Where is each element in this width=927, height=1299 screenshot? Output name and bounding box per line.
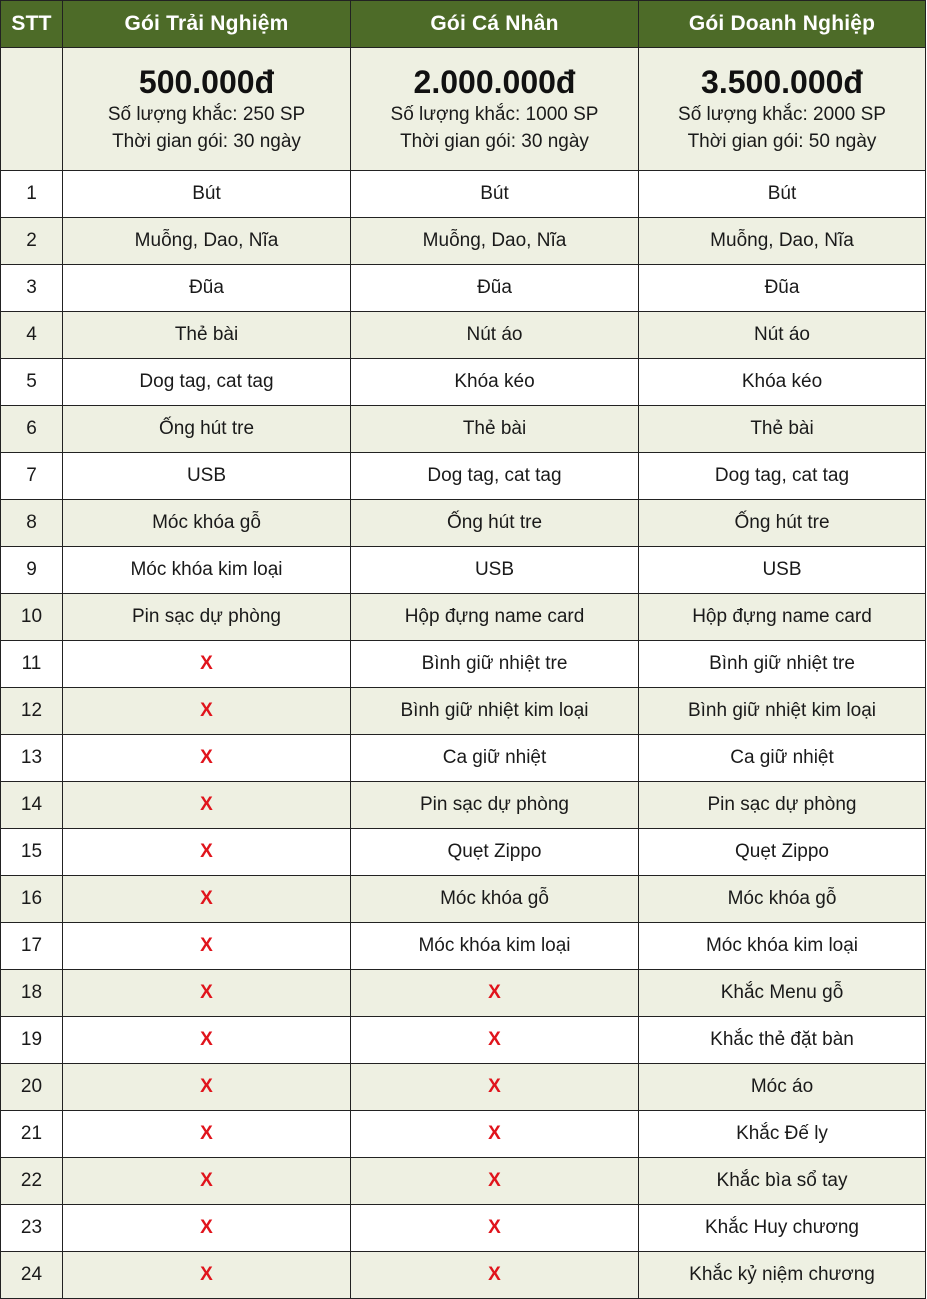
table-row [1, 1064, 926, 1111]
package-summary [639, 48, 926, 171]
row-stt: 7 [1, 453, 63, 500]
item-cell: Ca giữ nhiệt [639, 735, 926, 782]
item-cell: Bút [639, 171, 926, 218]
row-stt: 1 [1, 171, 63, 218]
item-cell: Bút [63, 171, 351, 218]
not-included-mark: X [63, 1111, 351, 1158]
item-cell: Bình giữ nhiệt tre [639, 641, 926, 688]
item-cell: USB [639, 547, 926, 594]
header-package-trai-nghiem: Gói Trải Nghiệm [63, 1, 351, 48]
item-cell: Bình giữ nhiệt kim loại [351, 688, 639, 735]
not-included-mark: X [63, 923, 351, 970]
row-stt: 15 [1, 829, 63, 876]
row-stt: 19 [1, 1017, 63, 1064]
item-cell: Khắc Đế ly [639, 1111, 926, 1158]
row-stt: 20 [1, 1064, 63, 1111]
item-cell: Pin sạc dự phòng [63, 594, 351, 641]
not-included-mark: X [351, 970, 639, 1017]
item-cell: Ca giữ nhiệt [351, 735, 639, 782]
table-row [1, 735, 926, 782]
header-stt: STT [1, 1, 63, 48]
package-summary [351, 48, 639, 171]
not-included-mark: X [351, 1017, 639, 1064]
table-row [1, 359, 926, 406]
item-cell: Thẻ bài [351, 406, 639, 453]
item-cell: Muỗng, Dao, Nĩa [63, 218, 351, 265]
item-cell: Ống hút tre [63, 406, 351, 453]
table-row [1, 406, 926, 453]
row-stt: 24 [1, 1252, 63, 1299]
not-included-mark: X [63, 782, 351, 829]
table-row [1, 594, 926, 641]
item-cell: Móc khóa gỗ [351, 876, 639, 923]
package-quantity: Số lượng khắc: 250 SP [107, 104, 306, 125]
item-cell: Móc khóa gỗ [63, 500, 351, 547]
table-row [1, 829, 926, 876]
table-row [1, 876, 926, 923]
price-row-stt [1, 48, 63, 171]
not-included-mark: X [63, 1158, 351, 1205]
item-cell: Dog tag, cat tag [63, 359, 351, 406]
table-row [1, 547, 926, 594]
row-stt: 14 [1, 782, 63, 829]
item-cell: Dog tag, cat tag [351, 453, 639, 500]
row-stt: 11 [1, 641, 63, 688]
table-row [1, 970, 926, 1017]
item-cell: Khắc thẻ đặt bàn [639, 1017, 926, 1064]
row-stt: 21 [1, 1111, 63, 1158]
row-stt: 18 [1, 970, 63, 1017]
row-stt: 16 [1, 876, 63, 923]
item-cell: Thẻ bài [63, 312, 351, 359]
not-included-mark: X [63, 970, 351, 1017]
item-cell: Móc khóa kim loại [63, 547, 351, 594]
row-stt: 6 [1, 406, 63, 453]
item-cell: Muỗng, Dao, Nĩa [351, 218, 639, 265]
not-included-mark: X [63, 1064, 351, 1111]
item-cell: Quẹt Zippo [351, 829, 639, 876]
item-cell: Hộp đựng name card [639, 594, 926, 641]
item-cell: Đũa [63, 265, 351, 312]
row-stt: 2 [1, 218, 63, 265]
item-cell: Khắc Huy chương [639, 1205, 926, 1252]
item-cell: Bình giữ nhiệt kim loại [639, 688, 926, 735]
item-cell: USB [63, 453, 351, 500]
item-cell: Ống hút tre [351, 500, 639, 547]
header-row [1, 1, 926, 48]
package-quantity: Số lượng khắc: 1000 SP [390, 104, 599, 125]
item-cell: Thẻ bài [639, 406, 926, 453]
item-cell: Bút [351, 171, 639, 218]
not-included-mark: X [351, 1158, 639, 1205]
table-row [1, 171, 926, 218]
row-stt: 13 [1, 735, 63, 782]
table-row [1, 1252, 926, 1299]
table-row [1, 923, 926, 970]
item-cell: Móc khóa kim loại [639, 923, 926, 970]
not-included-mark: X [351, 1252, 639, 1299]
package-price: 3.500.000đ [701, 64, 863, 100]
not-included-mark: X [63, 641, 351, 688]
table-row [1, 218, 926, 265]
item-cell: Quẹt Zippo [639, 829, 926, 876]
item-cell: Khóa kéo [639, 359, 926, 406]
item-cell: Khóa kéo [351, 359, 639, 406]
not-included-mark: X [63, 1205, 351, 1252]
package-duration: Thời gian gói: 50 ngày [687, 131, 877, 152]
row-stt: 3 [1, 265, 63, 312]
item-cell: Móc áo [639, 1064, 926, 1111]
table-row [1, 312, 926, 359]
package-duration: Thời gian gói: 30 ngày [400, 131, 589, 152]
package-duration: Thời gian gói: 30 ngày [112, 131, 301, 152]
not-included-mark: X [63, 829, 351, 876]
row-stt: 10 [1, 594, 63, 641]
package-price: 2.000.000đ [413, 64, 576, 100]
not-included-mark: X [351, 1205, 639, 1252]
item-cell: Bình giữ nhiệt tre [351, 641, 639, 688]
table-row [1, 1111, 926, 1158]
item-cell: Hộp đựng name card [351, 594, 639, 641]
not-included-mark: X [351, 1111, 639, 1158]
item-cell: USB [351, 547, 639, 594]
table-row [1, 1205, 926, 1252]
item-cell: Dog tag, cat tag [639, 453, 926, 500]
item-cell: Móc khóa kim loại [351, 923, 639, 970]
item-cell: Muỗng, Dao, Nĩa [639, 218, 926, 265]
item-cell: Nút áo [639, 312, 926, 359]
table-row [1, 500, 926, 547]
row-stt: 22 [1, 1158, 63, 1205]
item-cell: Pin sạc dự phòng [351, 782, 639, 829]
not-included-mark: X [63, 1017, 351, 1064]
table-row [1, 688, 926, 735]
price-row [1, 48, 926, 171]
row-stt: 17 [1, 923, 63, 970]
not-included-mark: X [63, 688, 351, 735]
table-row [1, 641, 926, 688]
row-stt: 12 [1, 688, 63, 735]
item-cell: Khắc kỷ niệm chương [639, 1252, 926, 1299]
table-row [1, 453, 926, 500]
item-cell: Khắc bìa sổ tay [639, 1158, 926, 1205]
not-included-mark: X [63, 735, 351, 782]
table-row [1, 265, 926, 312]
header-package-ca-nhan: Gói Cá Nhân [351, 1, 639, 48]
package-price: 500.000đ [138, 64, 275, 100]
item-cell: Ống hút tre [639, 500, 926, 547]
table-row [1, 1017, 926, 1064]
package-summary [63, 48, 351, 171]
package-quantity: Số lượng khắc: 2000 SP [678, 104, 886, 125]
header-package-doanh-nghiep: Gói Doanh Nghiệp [639, 1, 926, 48]
row-stt: 9 [1, 547, 63, 594]
row-stt: 4 [1, 312, 63, 359]
item-cell: Khắc Menu gỗ [639, 970, 926, 1017]
row-stt: 8 [1, 500, 63, 547]
item-cell: Đũa [351, 265, 639, 312]
table-row [1, 782, 926, 829]
not-included-mark: X [351, 1064, 639, 1111]
item-cell: Nút áo [351, 312, 639, 359]
item-cell: Móc khóa gỗ [639, 876, 926, 923]
row-stt: 23 [1, 1205, 63, 1252]
not-included-mark: X [63, 876, 351, 923]
table-row [1, 1158, 926, 1205]
item-cell: Pin sạc dự phòng [639, 782, 926, 829]
row-stt: 5 [1, 359, 63, 406]
item-cell: Đũa [639, 265, 926, 312]
not-included-mark: X [63, 1252, 351, 1299]
